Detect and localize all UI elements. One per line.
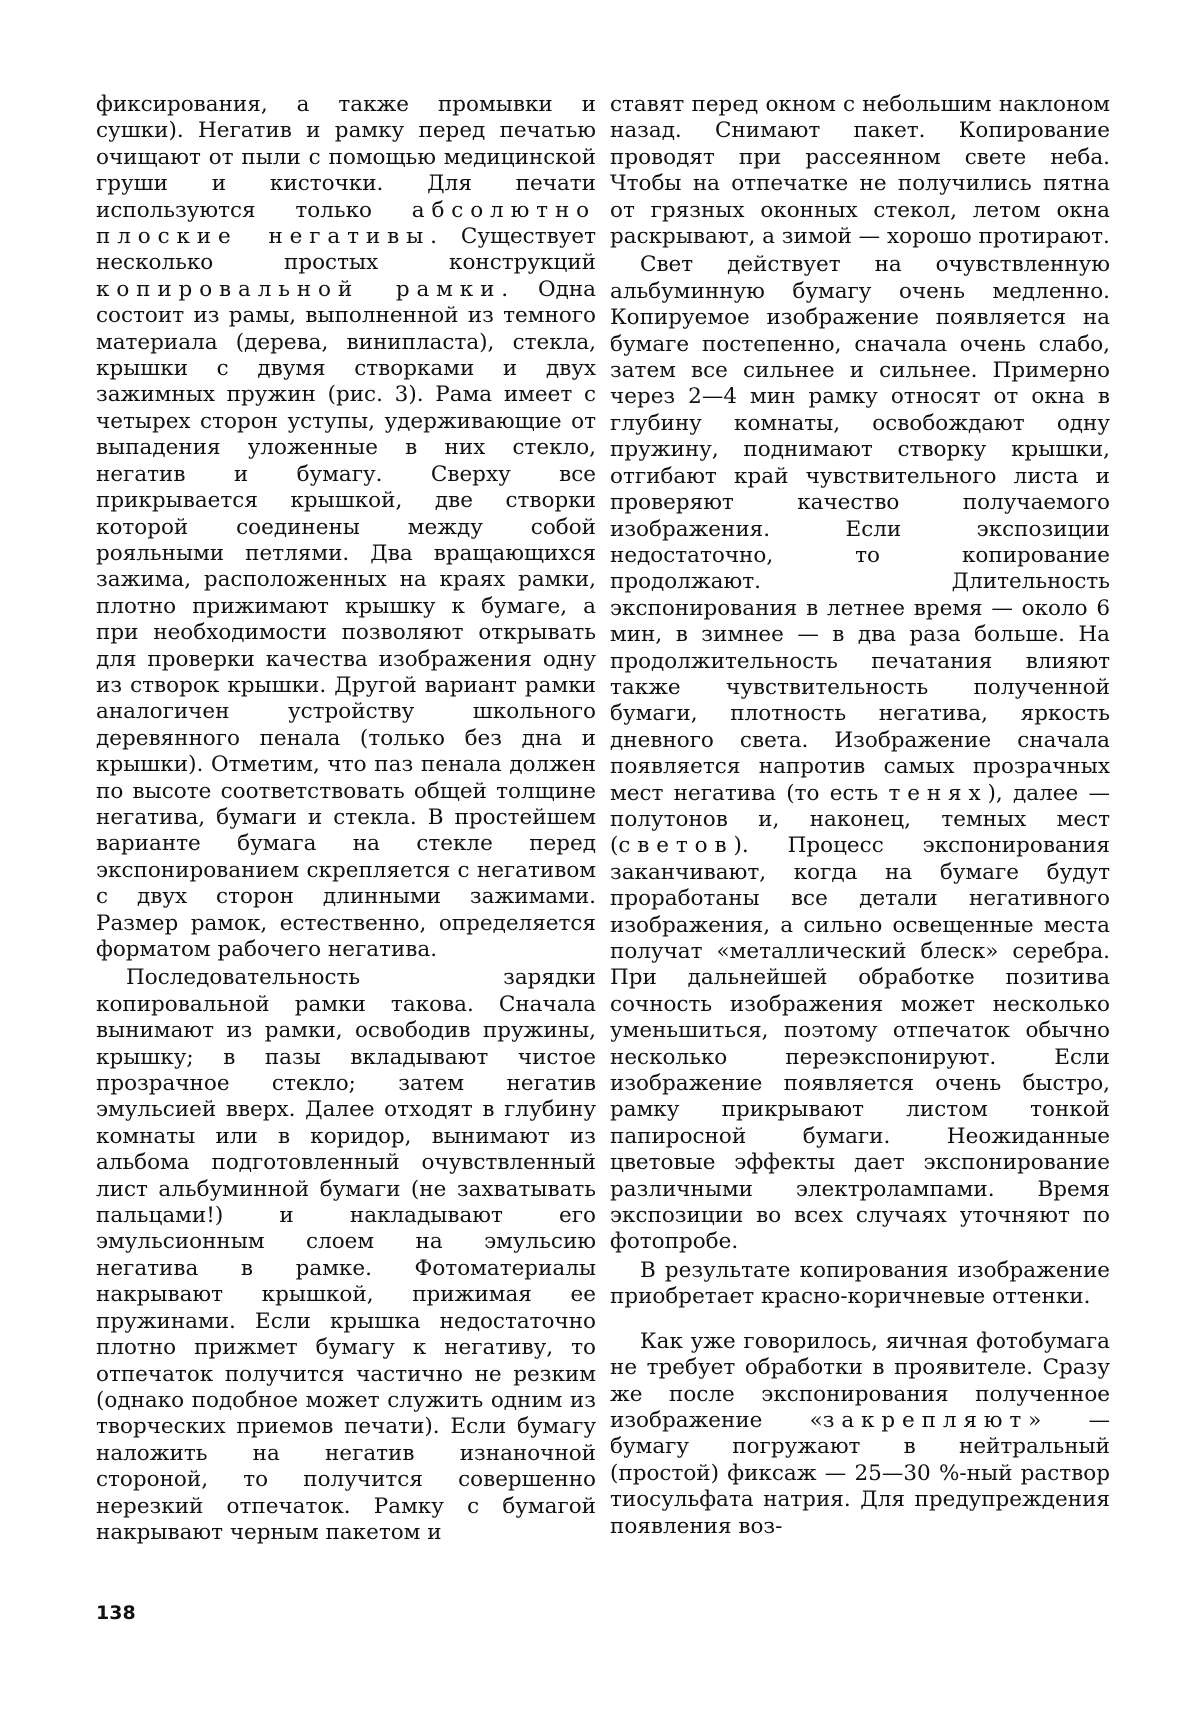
paragraph: Свет действует на очувствленную альбуминную бумагу очень медленно. Копируемое изображение появляется на бумаге постепенно, сначала очень слабо, затем все сильнее и сильнее. Примерно через 2—4 мин рамку относят от окна в глубину комнаты, освобождают одну пружину, поднимают створку крышки, отгибают край чувствительного листа и проверяют качество получаемого изображения. Если экспозиции недостаточно, то копирование продолжают. Длительность экспонирования в летнее время — около 6 мин, в зимнее — в два раза больше. На продолжительность печатания влияют также чувствительность полученной бумаги, плотность негатива, яркость дневного света. Изображение сначала появляется напротив самых прозрачных мест негатива (то есть тенях), далее — полутонов и, наконец, темных мест (светов). Процесс экспонирования заканчивают, когда на бумаге будут проработаны все детали негативного изображения, а сильно освещенные места получат «металлический блеск» серебра. При дальнейшей обработке позитива сочность изображения может несколько уменьшиться, поэтому отпечаток обычно несколько переэкспонируют. Если изображение появляется очень быстро, рамку прикрывают листом тонкой папиросной бумаги. Неожиданные цветовые эффекты дает экспонирование различными электролампами. Время экспозиции во всех случаях уточняют по фотопробе. xyxy=(610,252,1110,1255)
emphasized-term: закрепляют xyxy=(822,1407,1029,1433)
paragraph: Последовательность зарядки копировальной рамки такова. Сначала вынимают из рамки, освободив пружины, крышку; в пазы вкладывают чистое прозрачное стекло; затем негатив эмульсией вверх. Далее отходят в глубину комнаты или в коридор, вынимают из альбома подготовленный очувствленный лист альбуминной бумаги (не захватывать пальцами!) и накладывают его эмульсионным слоем на эмульсию негатива в рамке. Фотоматериалы накрывают крышкой, прижимая ее пружинами. Если крышка недостаточно плотно прижмет бумагу к негативу, то отпечаток получится частично не резким (однако подобное может служить одним из творческих приемов печати). Если бумагу наложить на негатив изнаночной стороной, то получится совершенно нерезкий отпечаток. Рамку с бумагой накрывают черным пакетом и xyxy=(96,965,596,1545)
emphasized-term: абсолютно плоские негативы xyxy=(96,197,596,250)
right-column xyxy=(610,92,1110,1540)
paragraph: ставят перед окном с небольшим наклоном назад. Снимают пакет. Копирование проводят при рассеянном свете неба. Чтобы на отпечатке не получились пятна от грязных оконных стекол, летом окна раскрывают, а зимой — хорошо протирают. xyxy=(610,92,1110,250)
emphasized-term: тенях xyxy=(888,780,988,806)
paragraph: Как уже говорилось, яичная фотобумага не требует обработки в проявителе. Сразу же после экспонирования полученное изображение «закрепляют» — бумагу погружают в нейтральный (простой) фиксаж — 25—30 %-ный раствор тиосульфата натрия. Для предупреждения появления воз- xyxy=(610,1328,1110,1539)
paragraph: В результате копирования изображение приобретает красно-коричневые оттенки. xyxy=(610,1257,1110,1310)
left-column xyxy=(96,92,596,1546)
page-number: 138 xyxy=(96,1602,136,1624)
paragraph: фиксирования, а также промывки и сушки). Негатив и рамку перед печатью очищают от пыли с помощью медицинской груши и кисточки. Для печати используются только абсолютно плоские негативы. Существует несколько простых конструкций копировальной рамки. Одна состоит из рамы, выполненной из темного материала (дерева, винипласта), стекла, крышки с двумя створками и двух зажимных пружин (рис. 3). Рама имеет с четырех сторон уступы, удерживающие от выпадения уложенные в них стекло, негатив и бумагу. Сверху все прикрывается крышкой, две створки которой соединены между собой рояльными петлями. Два вращающихся зажима, расположенных на краях рамки, плотно прижимают крышку к бумаге, а при необходимости позволяют открывать для проверки качества изображения одну из створок крышки. Другой вариант рамки аналогичен устройству школьного деревянного пенала (только без дна и крышки). Отметим, что паз пенала должен по высоте соответствовать общей толщине негатива, бумаги и стекла. В простейшем варианте бумага на стекле перед экспонированием скрепляется с негативом с двух сторон длинными зажимами. Размер рамок, естественно, определяется форматом рабочего негатива. xyxy=(96,92,597,962)
emphasized-term: копировальной рамки xyxy=(96,276,502,302)
emphasized-term: светов xyxy=(618,833,734,859)
